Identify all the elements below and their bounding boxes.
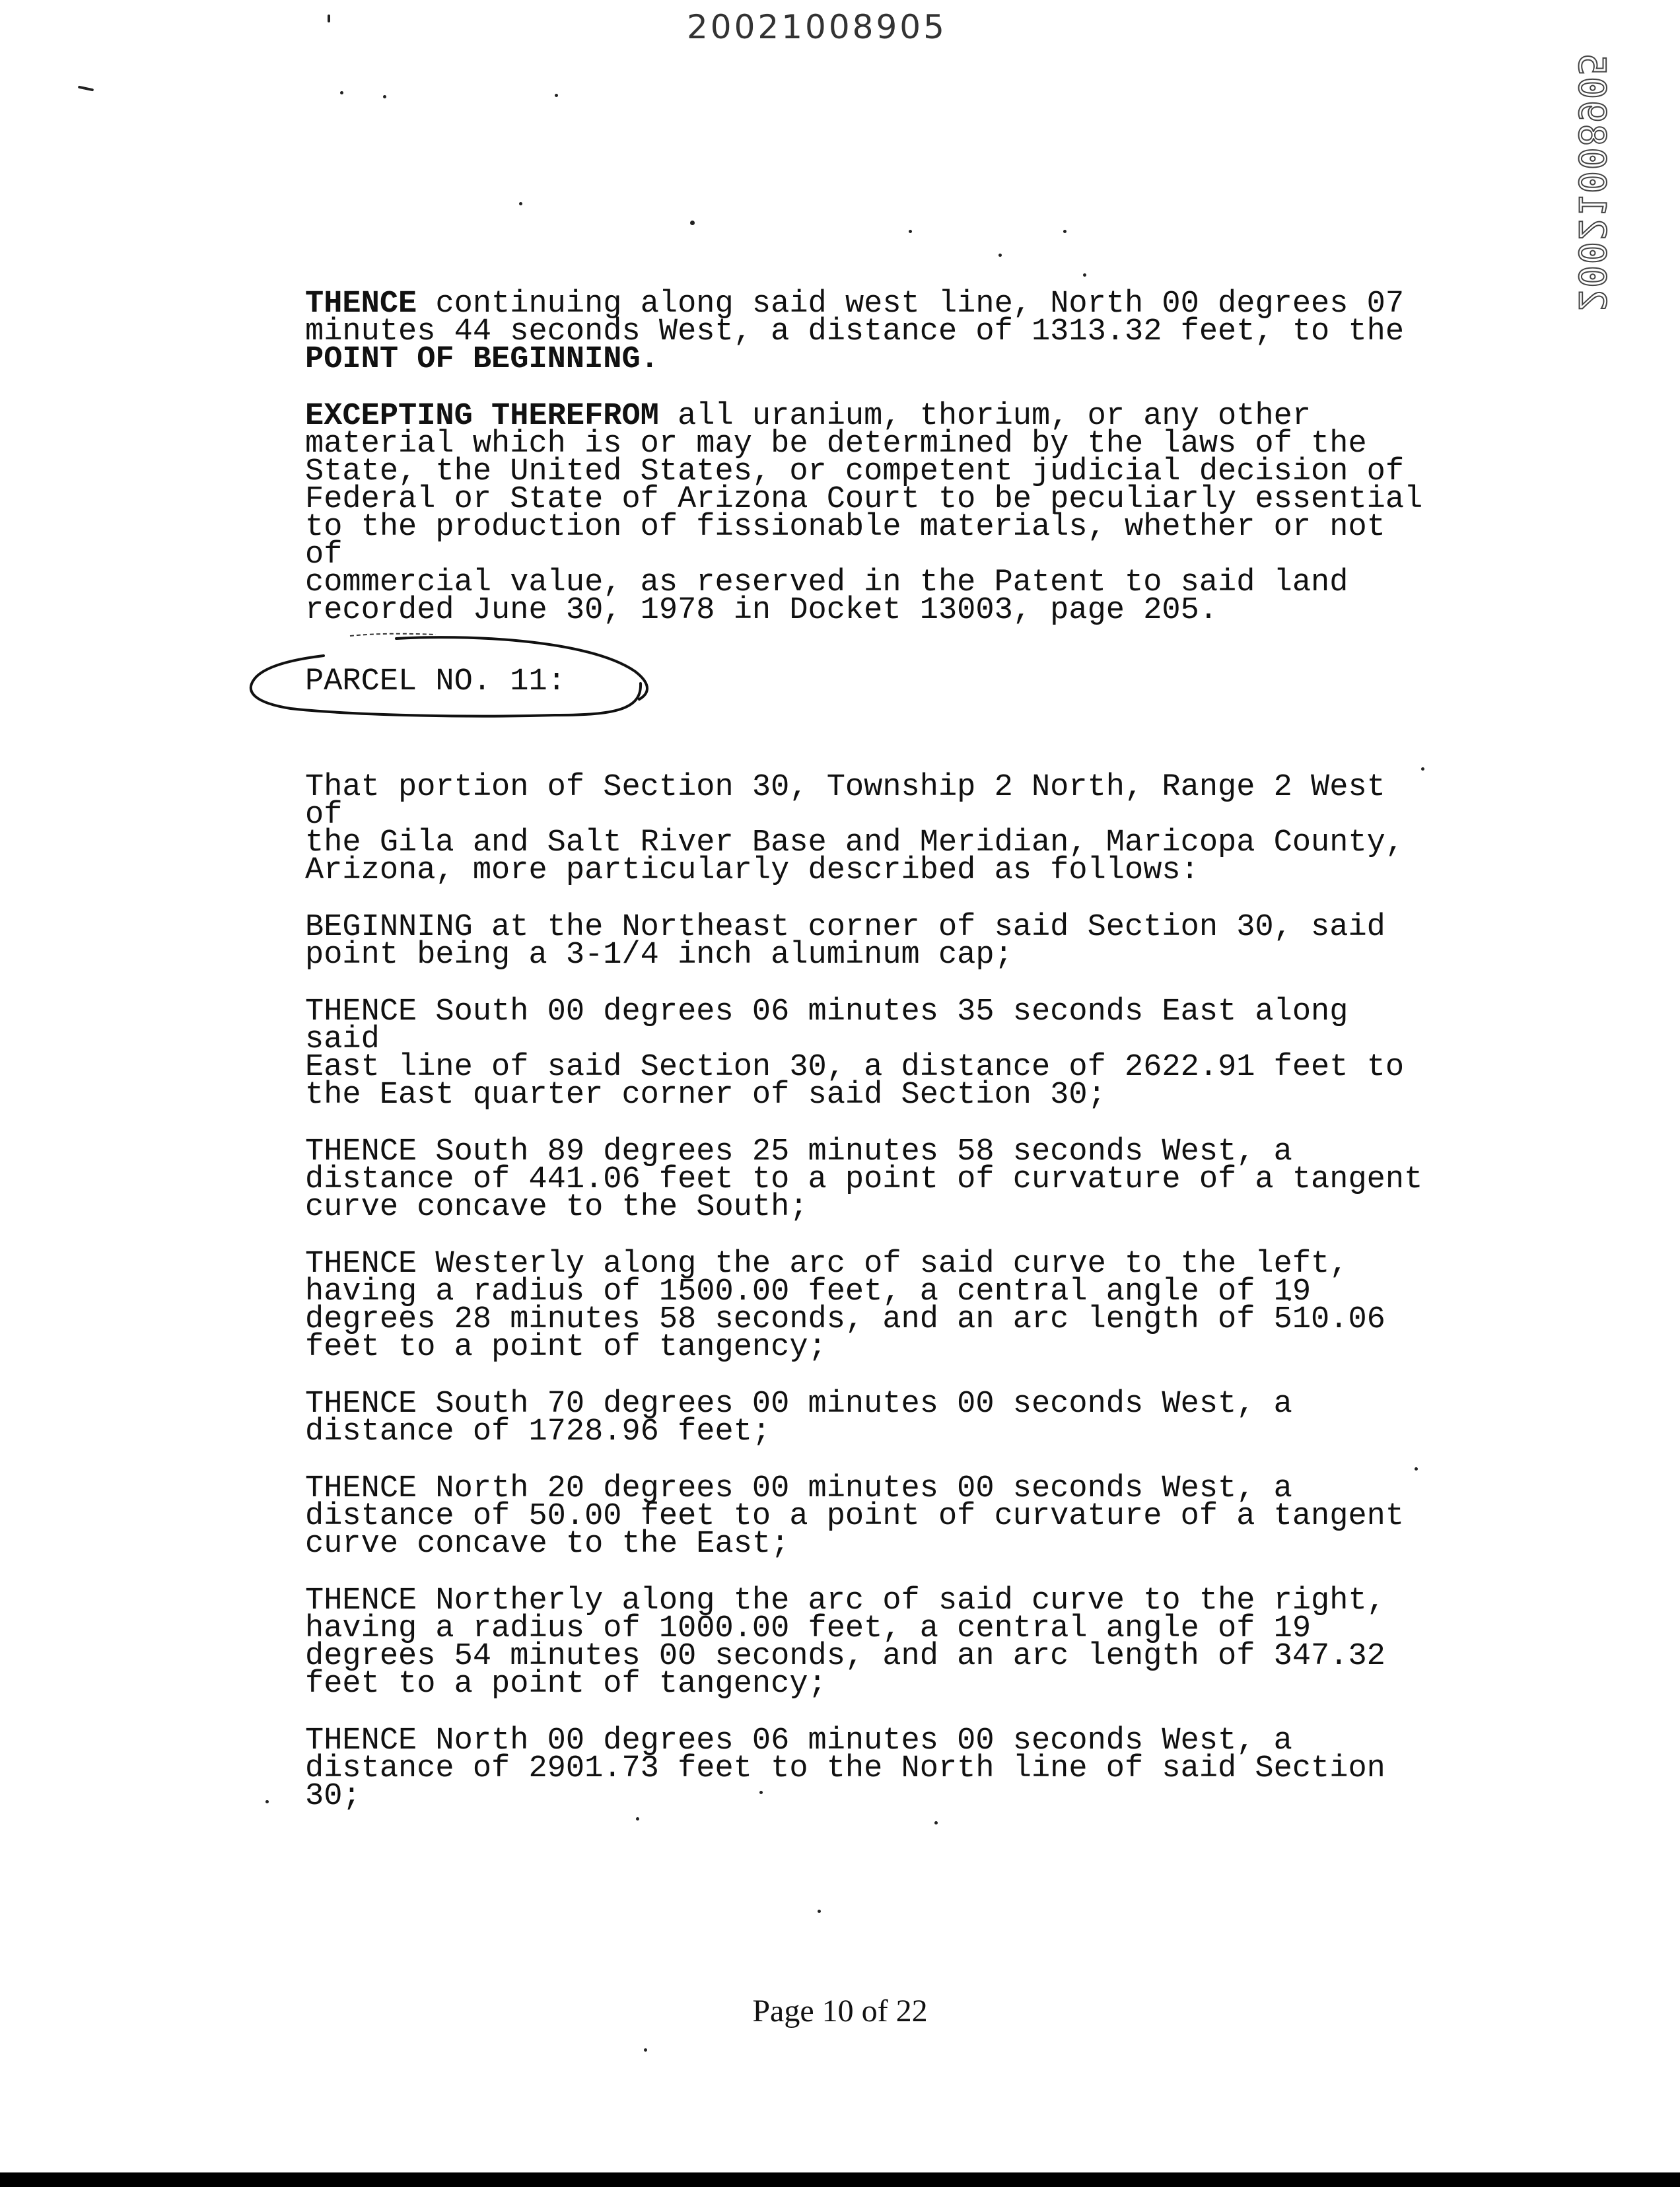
paragraph-excepting-therefrom [305, 399, 1441, 628]
paragraph-tail: POINT OF BEGINNING. [305, 342, 659, 377]
document-body [305, 287, 1441, 1814]
paragraph-text: continuing along said west line, North 00 degrees 07 minutes 44 seconds West, a distance of 1313.32 feet, to the [305, 287, 1405, 349]
parcel-paragraph: THENCE South 89 degrees 25 minutes 58 seconds West, a distance of 441.06 feet to a point of curvature of a tangent curve concave to the South; [305, 1134, 1423, 1225]
scan-speck [644, 2048, 647, 2052]
scan-speck [1083, 273, 1086, 277]
parcel-paragraph: BEGINNING at the Northeast corner of said Section 30, said point being a 3-1/4 inch aluminum cap; [305, 910, 1385, 973]
scan-speck [340, 91, 343, 94]
paragraph-lead: THENCE [305, 287, 417, 322]
page-number: Page 10 of 22 [752, 1994, 928, 2029]
parcel-paragraph: THENCE Northerly along the arc of said curve to the right, having a radius of 1000.00 feet, a central angle of 19 degrees 54 minutes 00 seconds, and an arc length of 347.32 feet to a point of tangency; [305, 1583, 1385, 1702]
scan-speck [636, 1817, 639, 1821]
scan-speck [555, 94, 558, 97]
parcel-paragraph: THENCE South 00 degrees 06 minutes 35 seconds East along said East line of said Section 30, a distance of 2622.91 feet to the East quarter corner of said Section 30; [305, 994, 1405, 1113]
paragraph-text: all uranium, thorium, or any other material which is or may be determined by the laws of the State, the United States, or competent judicial decision of Federal or State of Arizona Court to be peculiarly essential to the production of fissionable materials, whether or not of commercial value, as reserved in the Patent to said land recorded June 30, 1978 in Docket 13003, page 205. [305, 399, 1423, 628]
scan-speck [1063, 230, 1067, 233]
parcel-paragraph: THENCE South 70 degrees 00 minutes 00 seconds West, a distance of 1728.96 feet; [305, 1387, 1292, 1449]
scan-speck [328, 15, 330, 22]
scan-speck [998, 254, 1002, 257]
parcel-paragraph: That portion of Section 30, Township 2 North, Range 2 West of the Gila and Salt River Base and Meridian, Maricopa County, Arizona, more particularly described as follows: [305, 770, 1405, 888]
scan-speck [78, 86, 94, 92]
parcel-paragraph: THENCE Westerly along the arc of said curve to the left, having a radius of 1500.00 feet, a central angle of 19 degrees 28 minutes 58 seconds, and an arc length of 510.06 feet to a point of tangency; [305, 1247, 1385, 1365]
scan-speck [265, 1800, 269, 1803]
paragraph-thence-point-of-beginning [305, 287, 1441, 377]
scan-speck [934, 1821, 938, 1824]
recording-number: 20021008905 [687, 8, 947, 46]
side-stamp-text: 20021008905 [1570, 52, 1613, 312]
side-recording-stamp [1562, 52, 1621, 312]
parcel-paragraph: THENCE North 20 degrees 00 minutes 00 seconds West, a distance of 50.00 feet to a point of curvature of a tangent curve concave to the East; [305, 1471, 1405, 1562]
scan-speck [690, 221, 695, 225]
parcel-heading-text: PARCEL NO. 11: [305, 664, 566, 699]
parcel-paragraph: THENCE North 00 degrees 06 minutes 00 seconds West, a distance of 2901.73 feet to the North line of said Section 30; [305, 1723, 1385, 1814]
scan-speck [383, 95, 386, 98]
scan-speck [818, 1910, 821, 1913]
scan-speck [909, 230, 912, 233]
scan-speck [519, 202, 522, 205]
parcel-heading-circled [244, 631, 660, 723]
paragraph-lead: EXCEPTING THEREFROM [305, 399, 659, 434]
bottom-rule [0, 2172, 1680, 2187]
